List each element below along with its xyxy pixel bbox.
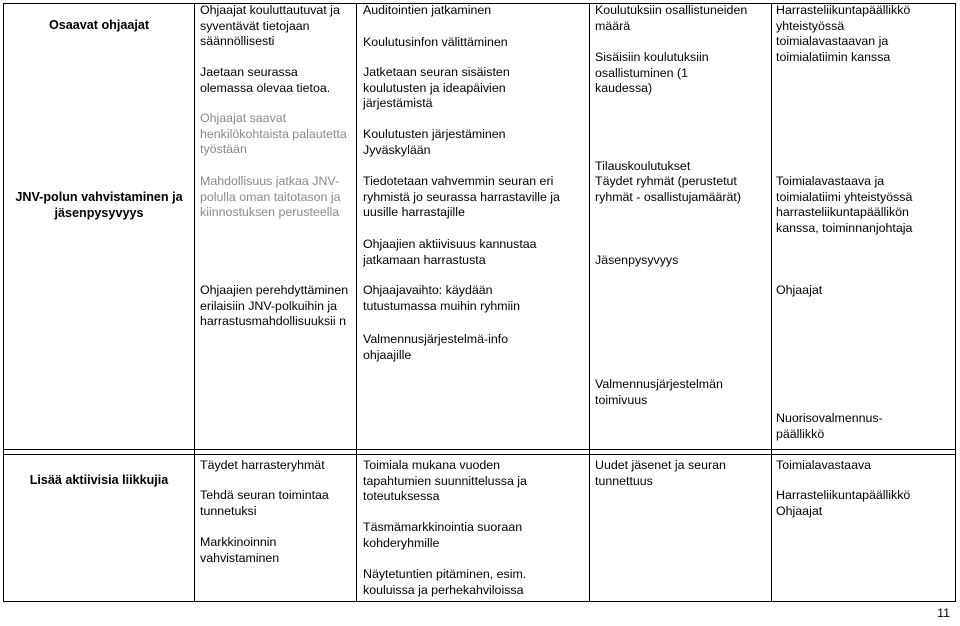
metric-osallistuneet: Koulutuksiin osallistuneiden määrä	[595, 3, 748, 33]
goal-markkinointi: Markkinoinnin vahvistaminen	[200, 535, 280, 565]
row-label-jnv: JNV-polun vahvistaminen ja jäsenpysyvyys	[15, 190, 183, 220]
resp-toimialavastaava-tiimi: Toimialavastaava ja toimialatiimi yhteistyössä harrasteliikuntapäällikön kanssa, toiminnanjohtaja	[776, 174, 913, 235]
metric-uudet-jasenet: Uudet jäsenet ja seuran tunnettuus	[595, 458, 726, 488]
metric-taydet-ryhmat: Täydet ryhmät (perustetut ryhmät - osallistujamäärät)	[595, 174, 741, 204]
action-jyvaskyla: Koulutusten järjestäminen Jyväskylään	[363, 127, 506, 157]
action-tiedotetaan: Tiedotetaan vahvemmin seuran eri ryhmistä jo seurassa harrastaville ja uusille harrastajille	[363, 174, 560, 220]
action-sisaiset-koulutukset: Jatketaan seuran sisäisten koulutusten ja ideapäivien järjestämistä	[363, 65, 510, 111]
goal-mahdollisuus: Mahdollisuus jatkaa JNV- polulla oman taitotason ja kiinnostuksen perusteella	[200, 174, 341, 220]
goal-taydet-ryhmat: Täydet harrasteryhmät	[200, 458, 325, 472]
resp-toimialavastaava: Toimialavastaava	[776, 458, 872, 472]
action-toimiala-mukana: Toimiala mukana vuoden tapahtumien suunnittelussa ja toteutuksessa	[363, 458, 527, 504]
metric-tilauskoulutukset: Tilauskoulutukset	[595, 159, 691, 173]
row-label-osaavat: Osaavat ohjaajat	[48, 18, 150, 32]
goal-palaute: Ohjaajat saavat henkilökohtaista palautetta työstään	[200, 111, 347, 157]
action-koulutusinfo: Koulutusinfon välittäminen	[363, 35, 508, 49]
goal-tunnetuksi: Tehdä seuran toimintaa tunnetuksi	[200, 488, 329, 518]
resp-nuorisovalmennus: Nuorisovalmennus-päällikkö	[776, 411, 883, 441]
row-label-liikkujia: Lisää aktiivisia liikkujia	[29, 473, 169, 487]
action-auditoinnit: Auditointien jatkaminen	[363, 3, 492, 17]
resp-ohjaajat: Ohjaajat	[776, 283, 823, 297]
action-tasmamarkkinointi: Täsmämarkkinointia suoraan kohderyhmille	[363, 520, 523, 550]
goal-perehdyttaminen: Ohjaajien perehdyttäminen erilaisiin JNV-polkuihin ja harrastusmahdollisuuksii n	[200, 283, 349, 329]
resp-harrasteliikunta: Harrasteliikuntapäällikkö	[776, 488, 911, 502]
action-valmennusinfo: Valmennusjärjestelmä-info ohjaajille	[363, 332, 509, 362]
metric-sisaiset: Sisäisiin koulutuksiin osallistuminen (1 kaudessa)	[595, 50, 709, 96]
goal-kouluttautuvat: Ohjaajat kouluttautuvat ja syventävät tietojaan säännöllisesti	[200, 3, 340, 49]
action-aktiivisuus: Ohjaajien aktiivisuus kannustaa jatkamaan harrastusta	[363, 237, 537, 267]
action-ohjaajavaihto: Ohjaajavaihto: käydään tutustumassa muihin ryhmiin	[363, 283, 521, 313]
page-number: 11	[937, 606, 950, 620]
metric-jasenpysyvyys: Jäsenpysyvyys	[595, 253, 679, 267]
resp-ohjaajat-2: Ohjaajat	[776, 504, 823, 518]
resp-harrasteliikuntapaallikko: Harrasteliikuntapäällikkö yhteistyössä toimialavastaavan ja toimialatiimin kanssa	[776, 3, 911, 64]
action-naytetunnit: Näytetuntien pitäminen, esim. kouluissa ja perhekahviloissa	[363, 567, 527, 597]
metric-valmennusjarjestelma: Valmennusjärjestelmän toimivuus	[595, 377, 723, 407]
goal-jaetaan-tietoa: Jaetaan seurassa olemassa olevaa tietoa.	[200, 65, 331, 95]
